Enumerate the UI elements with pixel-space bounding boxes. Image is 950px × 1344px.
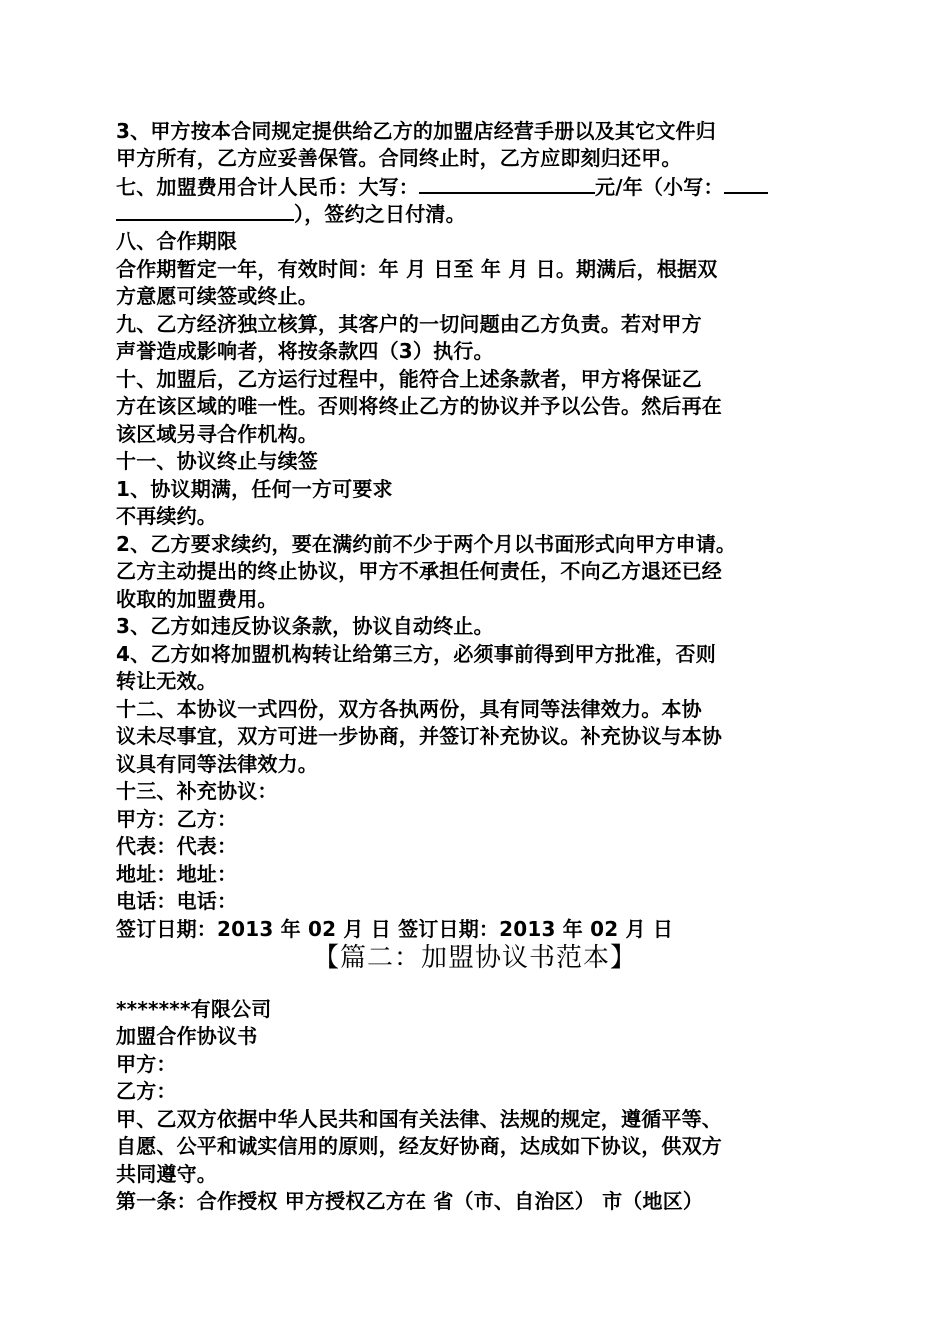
text-line: 甲方所有，乙方应妥善保管。合同终止时，乙方应即刻归还甲。 (116, 146, 682, 170)
text-line: 议具有同等法律效力。 (116, 752, 318, 776)
text-line: 1、协议期满，任何一方可要求 (116, 477, 393, 501)
text-line: 收取的加盟费用。 (116, 587, 278, 611)
signature-phone-line: 电话：电话： (116, 889, 238, 913)
fee-unit: 元/年（小写： (595, 175, 724, 199)
signature-date-line: 签订日期：2013 年 02 月 日 签订日期：2013 年 02 月 日 (116, 917, 674, 941)
text-line: 方意愿可续签或终止。 (116, 284, 318, 308)
fee-payment-note: ），签约之日付清。 (294, 202, 466, 226)
signature-representative-line: 代表：代表： (116, 834, 238, 858)
fee-line-2 (116, 199, 466, 228)
fee-label: 七、加盟费用合计人民币：大写： (116, 175, 419, 199)
text-line: 3、乙方如违反协议条款，协议自动终止。 (116, 614, 494, 638)
section-title: 十三、补充协议： (116, 779, 278, 803)
blank-amount-capital (419, 172, 595, 194)
section-title: 八、合作期限 (116, 229, 238, 253)
text-line: 方在该区域的唯一性。否则将终止乙方的协议并予以公告。然后再在 (116, 394, 722, 418)
text-line: 自愿、公平和诚实信用的原则，经友好协商，达成如下协议，供双方 (116, 1134, 722, 1158)
text-line: 十二、本协议一式四份，双方各执两份，具有同等法律效力。本协 (116, 697, 702, 721)
text-line: 2、乙方要求续约，要在满约前不少于两个月以书面形式向甲方申请。 (116, 532, 737, 556)
signature-party-line: 甲方：乙方： (116, 807, 238, 831)
text-line: 声誉造成影响者，将按条款四（3）执行。 (116, 339, 494, 363)
text-line: 乙方主动提出的终止协议，甲方不承担任何责任，不向乙方退还已经 (116, 559, 722, 583)
text-line: 3、甲方按本合同规定提供给乙方的加盟店经营手册以及其它文件归 (116, 119, 716, 143)
text-line: 合作期暂定一年，有效时间：年 月 日至 年 月 日。期满后，根据双 (116, 257, 718, 281)
signature-address-line: 地址：地址： (116, 862, 238, 886)
text-line: 转让无效。 (116, 669, 217, 693)
text-line: 不再续约。 (116, 504, 217, 528)
text-line: 甲、乙双方依据中华人民共和国有关法律、法规的规定，遵循平等、 (116, 1107, 722, 1131)
text-line: 十、加盟后，乙方运行过程中，能符合上述条款者，甲方将保证乙 (116, 367, 702, 391)
document-title: 加盟合作协议书 (116, 1024, 258, 1048)
section-title: 十一、协议终止与续签 (116, 449, 318, 473)
fee-line (116, 172, 768, 201)
text-line: 议未尽事宜，双方可进一步协商，并签订补充协议。补充协议与本协 (116, 724, 722, 748)
section-heading: 【篇二：加盟协议书范本】 (312, 943, 637, 973)
text-line: 九、乙方经济独立核算，其客户的一切问题由乙方负责。若对甲方 (116, 312, 702, 336)
blank-amount-number (724, 172, 768, 194)
text-line: 4、乙方如将加盟机构转让给第三方，必须事前得到甲方批准，否则 (116, 642, 716, 666)
party-b-line: 乙方： (116, 1079, 177, 1103)
blank-amount-number-cont (116, 199, 294, 221)
company-name: *******有限公司 (116, 997, 272, 1021)
text-line: 该区域另寻合作机构。 (116, 422, 318, 446)
article-one-line: 第一条：合作授权 甲方授权乙方在 省（市、自治区） 市（地区） (116, 1189, 704, 1213)
party-a-line: 甲方： (116, 1052, 177, 1076)
text-line: 共同遵守。 (116, 1162, 217, 1186)
